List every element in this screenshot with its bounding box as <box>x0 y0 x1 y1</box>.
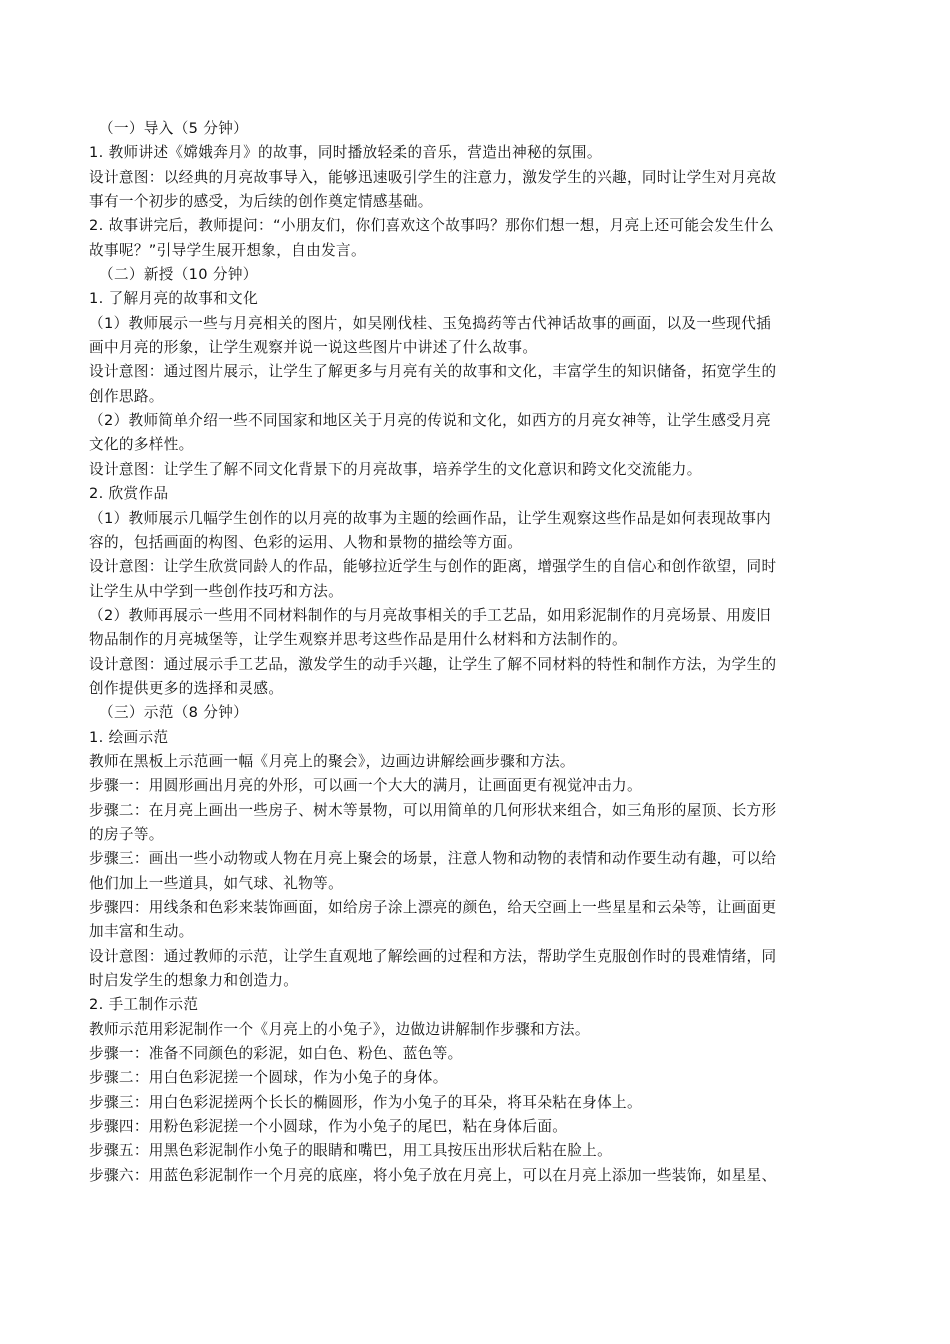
paragraph-line: （2）教师再展示一些用不同材料制作的与月亮故事相关的手工艺品，如用彩泥制作的月亮场景、用废旧 <box>89 606 772 624</box>
paragraph-line: （2）教师简单介绍一些不同国家和地区关于月亮的传说和文化，如西方的月亮女神等，让学生感受月亮 <box>89 412 772 430</box>
paragraph-line: 他们加上一些道具，如气球、礼物等。 <box>89 874 344 892</box>
paragraph-line: 设计意图：通过展示手工艺品，激发学生的动手兴趣，让学生了解不同材料的特性和制作方法，为学生的 <box>89 655 777 673</box>
paragraph-line: 步骤二：在月亮上画出一些房子、树木等景物，可以用简单的几何形状来组合，如三角形的屋顶、长方形 <box>89 801 777 819</box>
paragraph-line: 步骤四：用粉色彩泥搓一个小圆球，作为小兔子的尾巴，粘在身体后面。 <box>89 1118 568 1136</box>
paragraph-line: 教师在黑板上示范画一幅《月亮上的聚会》，边画边讲解绘画步骤和方法。 <box>89 752 575 770</box>
subheading-line: 2. 欣赏作品 <box>89 485 169 503</box>
paragraph-line: 让学生从中学到一些创作技巧和方法。 <box>89 582 344 600</box>
paragraph-line: 步骤六：用蓝色彩泥制作一个月亮的底座，将小兔子放在月亮上，可以在月亮上添加一些装饰，如星星、 <box>89 1166 777 1184</box>
paragraph-line: 步骤一：准备不同颜色的彩泥，如白色、粉色、蓝色等。 <box>89 1045 463 1063</box>
paragraph-line: 步骤五：用黑色彩泥制作小兔子的眼睛和嘴巴，用工具按压出形状后粘在脸上。 <box>89 1142 613 1160</box>
paragraph-line: 创作思路。 <box>89 387 164 405</box>
paragraph-line: 画中月亮的形象，让学生观察并说一说这些图片中讲述了什么故事。 <box>89 339 538 357</box>
paragraph-line: 事有一个初步的感受，为后续的创作奠定情感基础。 <box>89 193 433 211</box>
paragraph-line: 设计意图：通过图片展示，让学生了解更多与月亮有关的故事和文化，丰富学生的知识储备，拓宽学生的 <box>89 363 777 381</box>
paragraph-line: 步骤二：用白色彩泥搓一个圆球，作为小兔子的身体。 <box>89 1069 448 1087</box>
paragraph-line: 的房子等。 <box>89 825 164 843</box>
paragraph-line: 设计意图：通过教师的示范，让学生直观地了解绘画的过程和方法，帮助学生克服创作时的畏难情绪，同 <box>89 947 777 965</box>
subheading-line: 1. 了解月亮的故事和文化 <box>89 290 259 308</box>
paragraph-line: 步骤一：用圆形画出月亮的外形，可以画一个大大的满月，让画面更有视觉冲击力。 <box>89 777 642 795</box>
subheading-line: 2. 手工制作示范 <box>89 996 199 1014</box>
paragraph-line: 加丰富和生动。 <box>89 923 194 941</box>
paragraph-line: （1）教师展示一些与月亮相关的图片，如吴刚伐桂、玉兔捣药等古代神话故事的画面，以及一些现代插 <box>89 314 772 332</box>
paragraph-line: 文化的多样性。 <box>89 436 194 454</box>
paragraph-line: 2. 故事讲完后，教师提问：“小朋友们，你们喜欢这个故事吗？那你们想一想，月亮上还可能会发生什么 <box>89 217 775 235</box>
paragraph-line: 故事呢？”引导学生展开想象，自由发言。 <box>89 241 366 259</box>
paragraph-line: 1. 教师讲述《嫦娥奔月》的故事，同时播放轻柔的音乐，营造出神秘的氛围。 <box>89 144 602 162</box>
paragraph-line: 时启发学生的想象力和创造力。 <box>89 972 299 990</box>
document-body <box>89 117 864 1188</box>
paragraph-line: （1）教师展示几幅学生创作的以月亮的故事为主题的绘画作品，让学生观察这些作品是如何表现故事内 <box>89 509 772 527</box>
section-heading-intro: （一）导入（5 分钟） <box>99 120 249 137</box>
paragraph-line: 物品制作的月亮城堡等，让学生观察并思考这些作品是用什么材料和方法制作的。 <box>89 631 627 649</box>
paragraph-line: 步骤三：画出一些小动物或人物在月亮上聚会的场景，注意人物和动物的表情和动作要生动有趣，可以给 <box>89 850 777 868</box>
paragraph-line: 容的，包括画面的构图、色彩的运用、人物和景物的描绘等方面。 <box>89 533 523 551</box>
paragraph-line: 设计意图：以经典的月亮故事导入，能够迅速吸引学生的注意力，激发学生的兴趣，同时让学生对月亮故 <box>89 168 777 186</box>
section-heading-new-lesson: （二）新授（10 分钟） <box>99 266 258 284</box>
paragraph-line: 设计意图：让学生欣赏同龄人的作品，能够拉近学生与创作的距离，增强学生的自信心和创作欲望，同时 <box>89 558 777 576</box>
subheading-line: 1. 绘画示范 <box>89 728 169 746</box>
paragraph-line: 设计意图：让学生了解不同文化背景下的月亮故事，培养学生的文化意识和跨文化交流能力。 <box>89 460 702 478</box>
paragraph-line: 教师示范用彩泥制作一个《月亮上的小兔子》，边做边讲解制作步骤和方法。 <box>89 1020 590 1038</box>
paragraph-line: 步骤四：用线条和色彩来装饰画面，如给房子涂上漂亮的颜色，给天空画上一些星星和云朵等，让画面更 <box>89 899 777 916</box>
section-heading-demo: （三）示范（8 分钟） <box>99 704 249 722</box>
paragraph-line: 创作提供更多的选择和灵感。 <box>89 679 284 697</box>
paragraph-line: 步骤三：用白色彩泥搓两个长长的椭圆形，作为小兔子的耳朵，将耳朵粘在身体上。 <box>89 1093 642 1111</box>
